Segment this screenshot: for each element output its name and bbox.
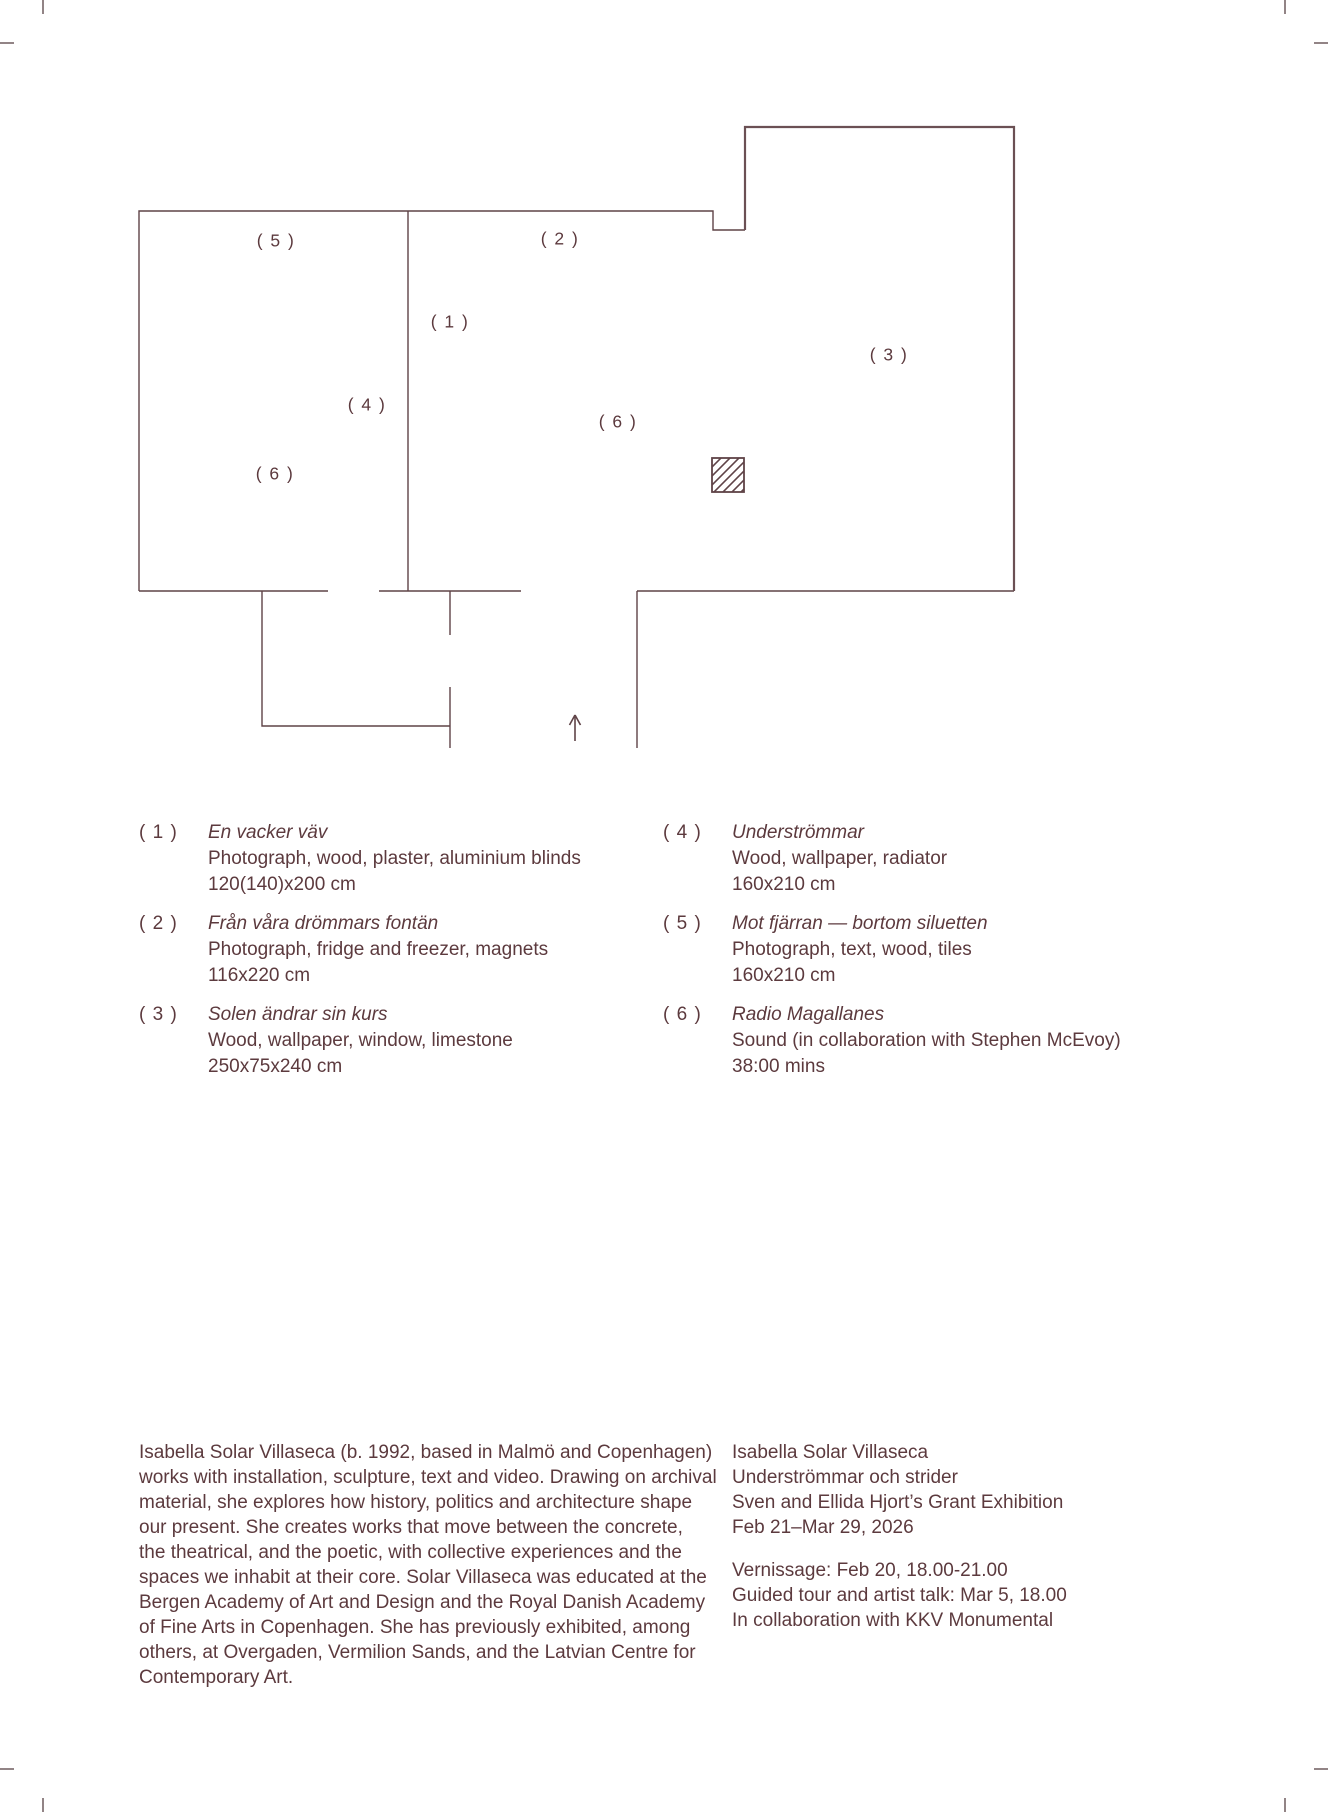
- plan-label-4: ( 4 ): [347, 394, 387, 415]
- work-materials: Photograph, fridge and freezer, magnets: [208, 939, 549, 960]
- work-item-3: [139, 1002, 581, 1080]
- work-item-4: [663, 820, 1121, 898]
- work-number: ( 3 ): [139, 1004, 178, 1025]
- bio-line: Contemporary Art.: [139, 1667, 294, 1688]
- work-item-6: [663, 1002, 1121, 1080]
- collaboration-info: In collaboration with KKV Monumental: [732, 1610, 1054, 1631]
- work-dimensions: 160x210 cm: [732, 874, 836, 895]
- work-title: Från våra drömmars fontän: [208, 913, 439, 934]
- work-dimensions: 120(140)x200 cm: [208, 874, 356, 895]
- exhibition-info: [732, 1440, 1067, 1633]
- bio-line: Bergen Academy of Art and Design and the Royal Danish Academy: [139, 1592, 706, 1613]
- entrance-arrow-icon: [570, 715, 581, 741]
- plan-label-5: ( 5 ): [256, 230, 296, 251]
- plan-label-6-center: ( 6 ): [598, 411, 638, 432]
- bio-line: material, she explores how history, politics and architecture shape: [139, 1492, 693, 1513]
- plan-label-6-left: ( 6 ): [255, 463, 295, 484]
- exhibition-title: Underströmmar och strider: [732, 1467, 958, 1488]
- exhibition-dates: Feb 21–Mar 29, 2026: [732, 1517, 914, 1538]
- work-item-2: [139, 911, 581, 989]
- bio-line: others, at Overgaden, Vermilion Sands, and the Latvian Centre for: [139, 1642, 696, 1663]
- work-number: ( 4 ): [663, 822, 702, 843]
- work-materials: Photograph, wood, plaster, aluminium blinds: [208, 848, 581, 869]
- works-list-left: [139, 820, 581, 1093]
- work-dimensions: 160x210 cm: [732, 965, 836, 986]
- work-title: En vacker väv: [208, 822, 328, 843]
- work-materials: Sound (in collaboration with Stephen McEvoy): [732, 1030, 1121, 1051]
- plan-label-2: ( 2 ): [540, 228, 580, 249]
- bio-line: spaces we inhabit at their core. Solar Villaseca was educated at the: [139, 1567, 707, 1588]
- bio-line: of Fine Arts in Copenhagen. She has previously exhibited, among: [139, 1617, 691, 1638]
- artist-bio: [139, 1440, 717, 1690]
- work-number: ( 1 ): [139, 822, 178, 843]
- works-list-right: [663, 820, 1121, 1093]
- work-dimensions: 38:00 mins: [732, 1056, 825, 1077]
- work-title: Mot fjärran — bortom siluetten: [732, 913, 988, 934]
- plan-label-3: ( 3 ): [869, 344, 909, 365]
- bio-line: the theatrical, and the poetic, with collective experiences and the: [139, 1542, 682, 1563]
- plan-label-1: ( 1 ): [430, 311, 470, 332]
- work-dimensions: 116x220 cm: [208, 965, 311, 986]
- bio-line: Isabella Solar Villaseca (b. 1992, based in Malmö and Copenhagen): [139, 1442, 713, 1463]
- work-number: ( 6 ): [663, 1004, 702, 1025]
- work-materials: Wood, wallpaper, window, limestone: [208, 1030, 513, 1051]
- work-materials: Wood, wallpaper, radiator: [732, 848, 948, 869]
- work-item-1: [139, 820, 581, 898]
- hatched-column-icon: [712, 458, 744, 492]
- bio-line: our present. She creates works that move between the concrete,: [139, 1517, 683, 1538]
- vernissage-info: Vernissage: Feb 20, 18.00-21.00: [732, 1560, 1008, 1581]
- work-number: ( 5 ): [663, 913, 702, 934]
- guided-tour-info: Guided tour and artist talk: Mar 5, 18.00: [732, 1585, 1067, 1606]
- work-item-5: [663, 911, 1121, 989]
- grant-name: Sven and Ellida Hjort’s Grant Exhibition: [732, 1492, 1064, 1513]
- work-title: Radio Magallanes: [732, 1004, 885, 1025]
- work-number: ( 2 ): [139, 913, 178, 934]
- work-materials: Photograph, text, wood, tiles: [732, 939, 972, 960]
- work-title: Solen ändrar sin kurs: [208, 1004, 388, 1025]
- work-dimensions: 250x75x240 cm: [208, 1056, 343, 1077]
- bio-line: works with installation, sculpture, text and video. Drawing on archival: [139, 1467, 717, 1488]
- artist-name: Isabella Solar Villaseca: [732, 1442, 929, 1463]
- work-title: Underströmmar: [732, 822, 864, 843]
